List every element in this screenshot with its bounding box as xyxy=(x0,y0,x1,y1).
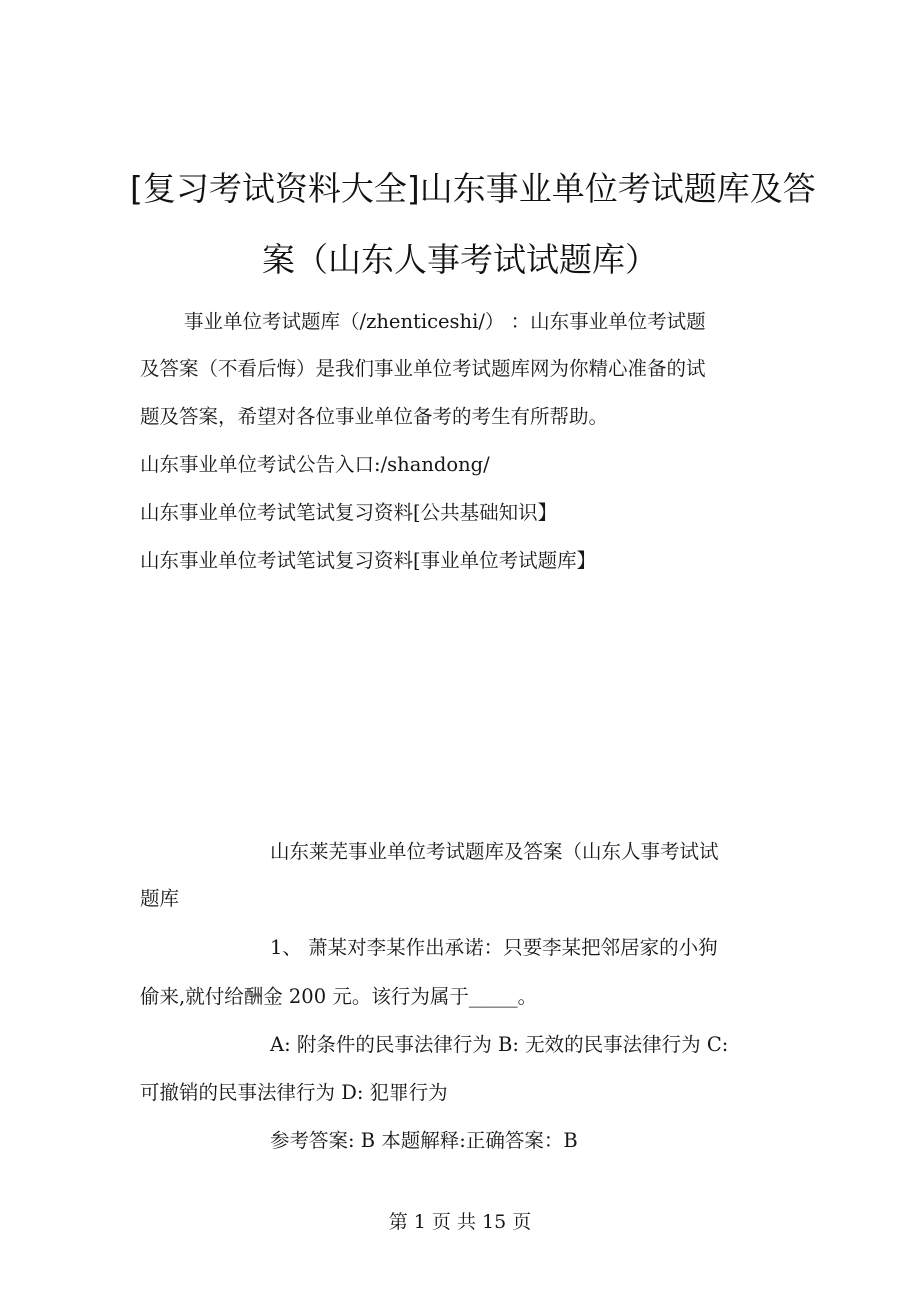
review-basic-link[interactable]: 山东事业单位考试笔试复习资料[公共基础知识】 xyxy=(140,501,558,524)
section-heading-line-2: 题库 xyxy=(140,887,180,910)
intro-line-2: 及答案（不看后悔）是我们事业单位考试题库网为你精心准备的试 xyxy=(140,357,706,380)
question-1-stem-line-2: 偷来,就付给酬金 200 元。该行为属于_____。 xyxy=(140,985,538,1008)
document-title-line-1: [复习考试资料大全]山东事业单位考试题库及答 xyxy=(130,169,816,208)
section-heading-line-1: 山东莱芜事业单位考试题库及答案（山东人事考试试 xyxy=(270,840,719,863)
document-title-line-2: 案（山东人事考试试题库） xyxy=(262,240,658,279)
question-1-answer: 参考答案: B 本题解释:正确答案：B xyxy=(270,1129,578,1152)
review-bank-link[interactable]: 山东事业单位考试笔试复习资料[事业单位考试题库】 xyxy=(140,549,597,572)
intro-line-3: 题及答案，希望对各位事业单位备考的考生有所帮助。 xyxy=(140,405,609,428)
question-1-stem-line-1: 1、 萧某对李某作出承诺：只要李某把邻居家的小狗 xyxy=(270,936,718,959)
question-1-options-line-2: 可撤销的民事法律行为 D: 犯罪行为 xyxy=(140,1081,448,1104)
notice-link[interactable]: 山东事业单位考试公告入口:/shandong/ xyxy=(140,453,490,476)
intro-line-1: 事业单位考试题库（/zhenticeshi/） ：山东事业单位考试题 xyxy=(184,310,706,333)
question-1-options-line-1: A: 附条件的民事法律行为 B: 无效的民事法律行为 C: xyxy=(270,1033,729,1056)
page-indicator: 第 1 页 共 15 页 xyxy=(388,1211,532,1233)
